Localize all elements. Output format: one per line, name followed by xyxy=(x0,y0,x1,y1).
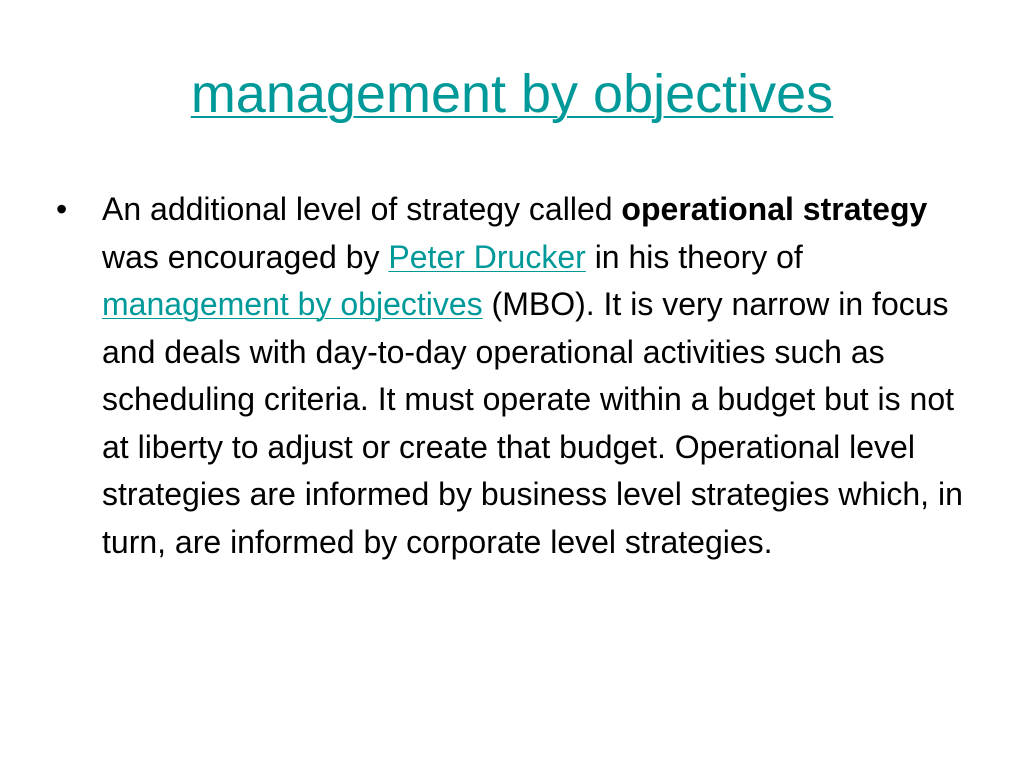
bullet-item xyxy=(56,186,972,566)
text-segment: An additional level of strategy called xyxy=(102,191,622,227)
link-peter-drucker[interactable]: Peter Drucker xyxy=(388,238,586,275)
slide-body xyxy=(56,186,972,566)
bullet-text xyxy=(102,186,970,566)
title-link[interactable]: management by objectives xyxy=(190,64,834,124)
bullet-marker: • xyxy=(56,191,68,227)
text-segment: in his theory of xyxy=(585,238,803,275)
slide-title xyxy=(0,62,1024,126)
link-management-by-objectives[interactable]: management by objectives xyxy=(102,286,483,322)
text-segment: was encouraged by xyxy=(102,238,389,275)
text-segment: (MBO). It is very narrow in focus and deals with day-to-day operational activities such as scheduling criteria. It must operate within a budget but is not at liberty to adjust or create that budget. Operational level strategies are informed by business level strategies which, in turn, are informed by corporate level strategies. xyxy=(102,286,963,560)
bold-term-operational-strategy: operational strategy xyxy=(621,191,928,227)
